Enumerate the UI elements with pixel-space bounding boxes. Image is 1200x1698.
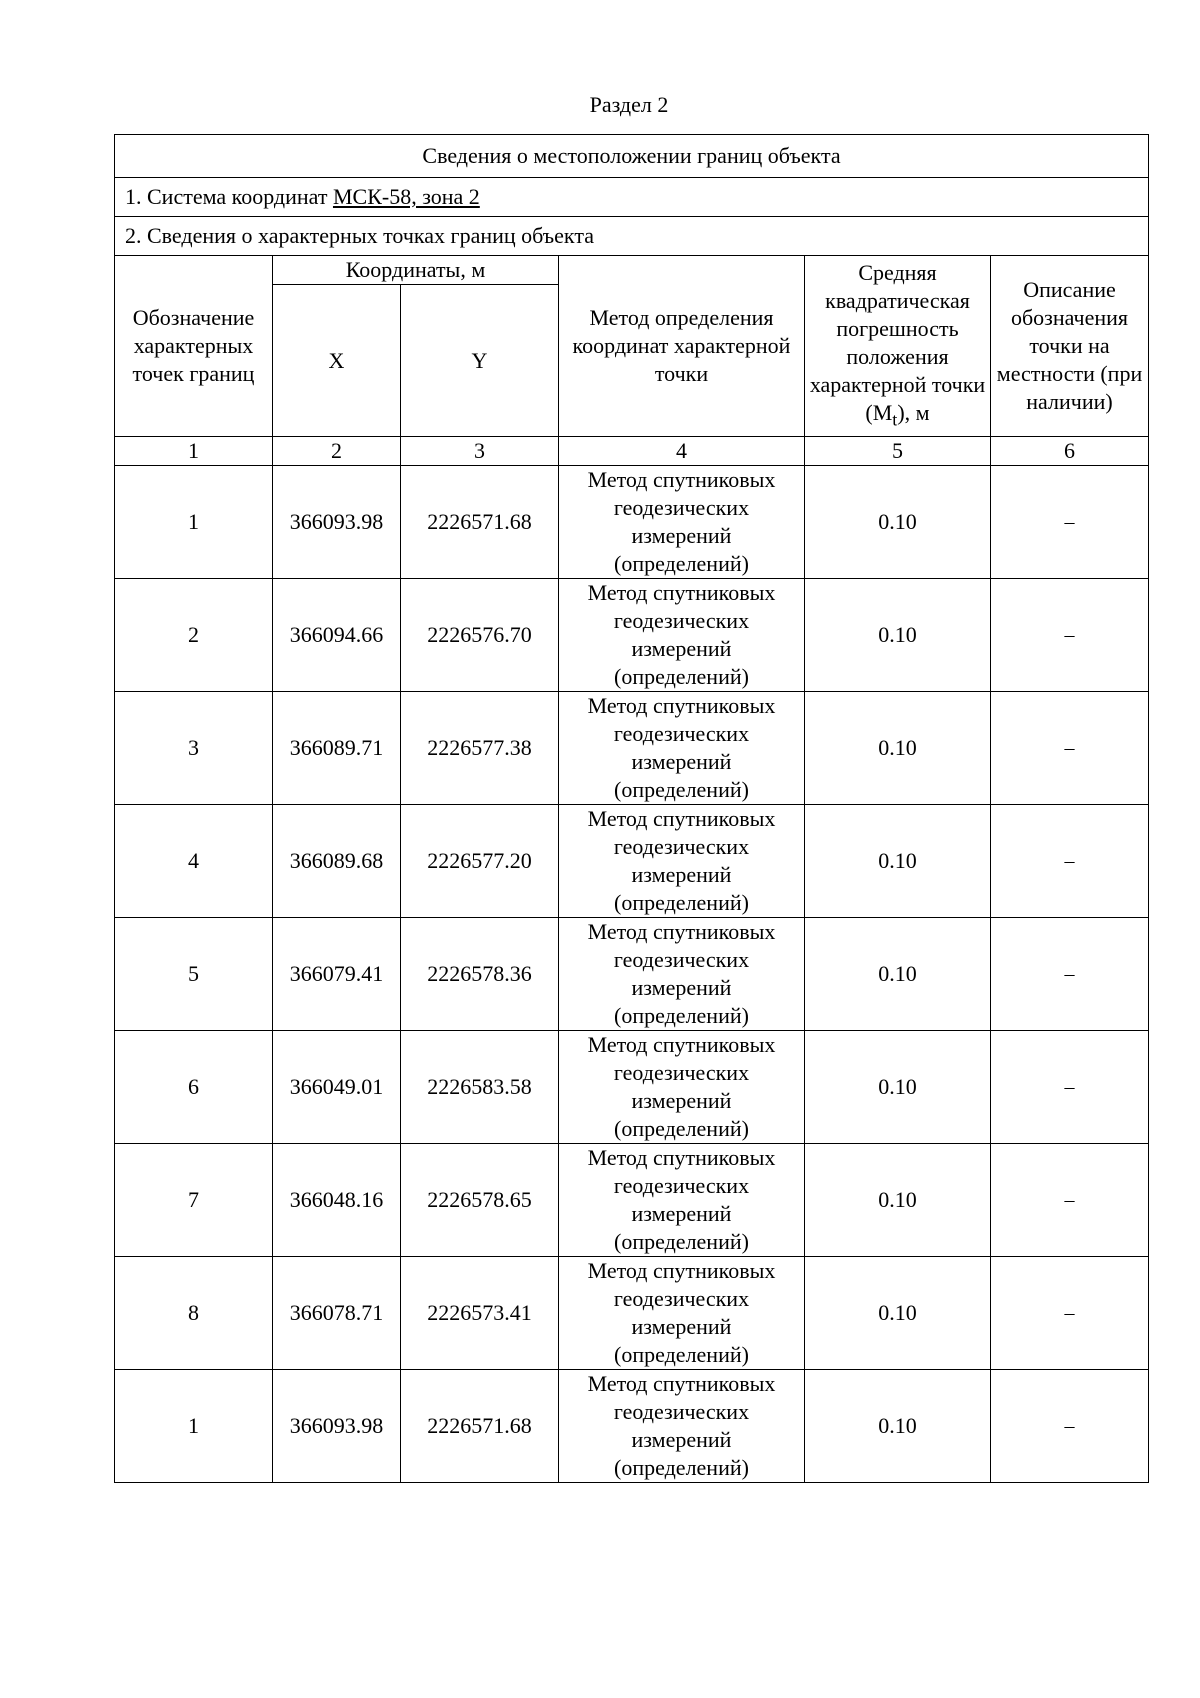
cell-error: 0.10: [805, 1031, 991, 1144]
cell-y: 2226583.58: [401, 1031, 559, 1144]
col-header-method: Метод определения координат характерной точки: [559, 256, 805, 437]
cell-description: –: [991, 579, 1149, 692]
cell-error: 0.10: [805, 1144, 991, 1257]
table-heading: Сведения о местоположении границ объекта: [115, 135, 1149, 178]
table-row: [115, 692, 1149, 805]
table-row: [115, 805, 1149, 918]
cell-description: –: [991, 1031, 1149, 1144]
col-header-error: [805, 256, 991, 437]
cell-point: 3: [115, 692, 273, 805]
cell-description: –: [991, 1257, 1149, 1370]
cell-y: 2226576.70: [401, 579, 559, 692]
cell-y: 2226577.38: [401, 692, 559, 805]
cell-description: –: [991, 466, 1149, 579]
coord-system-line: [115, 178, 1149, 217]
cell-method: Метод спутниковых геодезических измерений (определений): [559, 466, 805, 579]
cell-description: –: [991, 692, 1149, 805]
cell-x: 366079.41: [273, 918, 401, 1031]
col-header-x: X: [273, 285, 401, 437]
cell-point: 7: [115, 1144, 273, 1257]
cell-y: 2226571.68: [401, 466, 559, 579]
column-number: 1: [115, 437, 273, 466]
cell-method: Метод спутниковых геодезических измерений (определений): [559, 805, 805, 918]
cell-method: Метод спутниковых геодезических измерений (определений): [559, 1370, 805, 1483]
cell-x: 366089.68: [273, 805, 401, 918]
col-header-error-suffix: ), м: [897, 399, 930, 425]
cell-method: Метод спутниковых геодезических измерений (определений): [559, 1031, 805, 1144]
cell-description: –: [991, 805, 1149, 918]
cell-error: 0.10: [805, 1370, 991, 1483]
coord-system-value: МСК-58, зона 2: [332, 184, 480, 209]
cell-description: –: [991, 1144, 1149, 1257]
cell-x: 366089.71: [273, 692, 401, 805]
cell-point: 6: [115, 1031, 273, 1144]
table-row: [115, 918, 1149, 1031]
column-number: 3: [401, 437, 559, 466]
page-title: Раздел 2: [589, 92, 669, 117]
cell-y: 2226571.68: [401, 1370, 559, 1483]
cell-error: 0.10: [805, 579, 991, 692]
table-row: [115, 1144, 1149, 1257]
col-header-description: Описание обозначения точки на местности (при наличии): [991, 256, 1149, 437]
col-header-error-sub: t: [892, 409, 898, 430]
cell-point: 4: [115, 805, 273, 918]
cell-error: 0.10: [805, 1257, 991, 1370]
cell-error: 0.10: [805, 466, 991, 579]
table-row: [115, 1257, 1149, 1370]
cell-y: 2226578.36: [401, 918, 559, 1031]
cell-method: Метод спутниковых геодезических измерений (определений): [559, 1144, 805, 1257]
cell-point: 5: [115, 918, 273, 1031]
col-header-y: Y: [401, 285, 559, 437]
table-row: [115, 579, 1149, 692]
cell-y: 2226573.41: [401, 1257, 559, 1370]
cell-x: 366078.71: [273, 1257, 401, 1370]
cell-y: 2226578.65: [401, 1144, 559, 1257]
points-heading: 2. Сведения о характерных точках границ объекта: [115, 217, 1149, 256]
cell-method: Метод спутниковых геодезических измерений (определений): [559, 692, 805, 805]
col-header-coordinates: Координаты, м: [273, 256, 559, 285]
column-number: 2: [273, 437, 401, 466]
column-number: 5: [805, 437, 991, 466]
col-header-error-prefix: Средняя квадратическая погрешность положения характерной точки (M: [809, 259, 986, 425]
column-number: 6: [991, 437, 1149, 466]
cell-y: 2226577.20: [401, 805, 559, 918]
cell-method: Метод спутниковых геодезических измерений (определений): [559, 579, 805, 692]
cell-x: 366093.98: [273, 466, 401, 579]
cell-point: 2: [115, 579, 273, 692]
cell-point: 8: [115, 1257, 273, 1370]
cell-description: –: [991, 918, 1149, 1031]
cell-point: 1: [115, 466, 273, 579]
table-row: [115, 1370, 1149, 1483]
cell-error: 0.10: [805, 918, 991, 1031]
boundary-points-table: [114, 134, 1149, 1483]
coord-system-prefix: 1. Система координат: [125, 184, 333, 209]
cell-point: 1: [115, 1370, 273, 1483]
column-number: 4: [559, 437, 805, 466]
cell-description: –: [991, 1370, 1149, 1483]
cell-error: 0.10: [805, 805, 991, 918]
col-header-designation: Обозначение характерных точек границ: [115, 256, 273, 437]
cell-error: 0.10: [805, 692, 991, 805]
cell-method: Метод спутниковых геодезических измерений (определений): [559, 918, 805, 1031]
cell-x: 366048.16: [273, 1144, 401, 1257]
cell-x: 366094.66: [273, 579, 401, 692]
cell-method: Метод спутниковых геодезических измерений (определений): [559, 1257, 805, 1370]
table-row: [115, 466, 1149, 579]
cell-x: 366049.01: [273, 1031, 401, 1144]
column-numbers-row: [115, 437, 1149, 466]
cell-x: 366093.98: [273, 1370, 401, 1483]
table-row: [115, 1031, 1149, 1144]
